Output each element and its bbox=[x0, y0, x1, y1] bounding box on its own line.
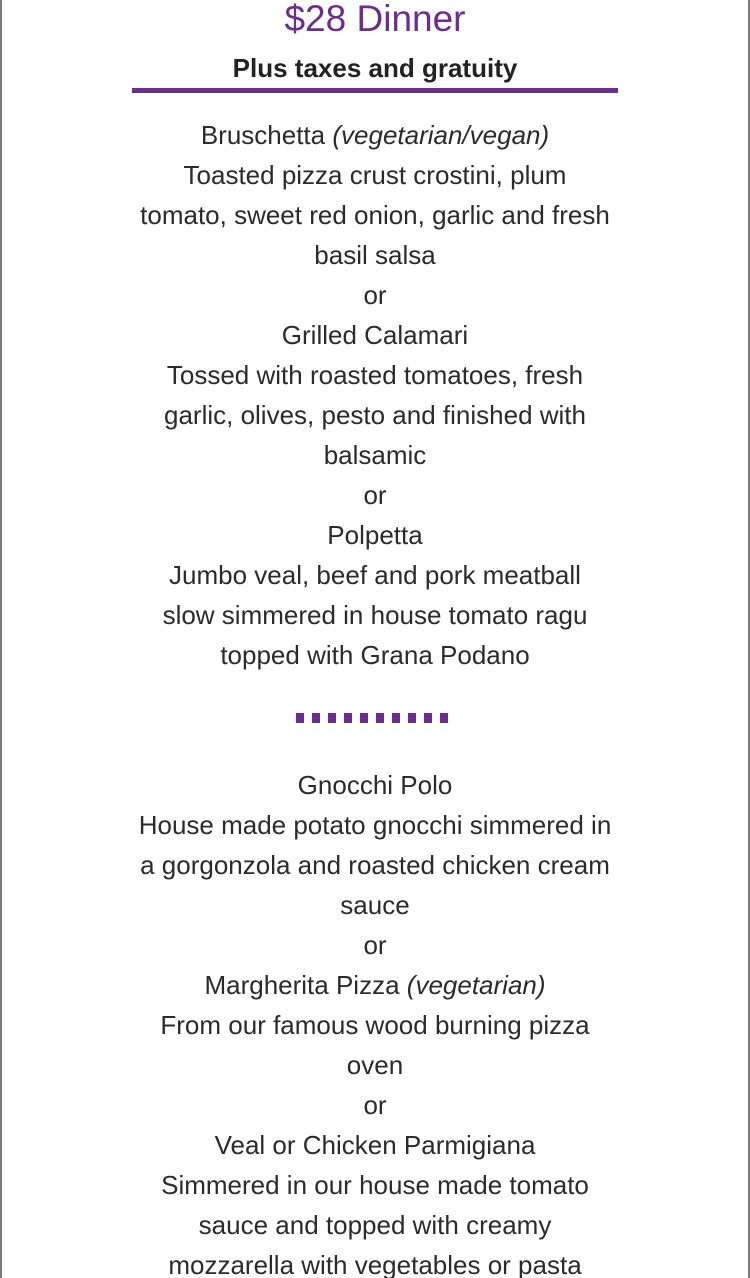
menu-subtitle: Plus taxes and gratuity bbox=[232, 53, 518, 83]
item-title: Veal or Chicken Parmigiana bbox=[214, 1130, 536, 1160]
menu-item-name bbox=[0, 1125, 750, 1165]
menu-item-description: Jumbo veal, beef and pork meatball slow simmered in house tomato ragu topped with Grana Podano bbox=[162, 560, 588, 670]
menu-item-description: Tossed with roasted tomatoes, fresh garlic, olives, pesto and finished with balsamic bbox=[163, 360, 586, 470]
or-separator: or bbox=[363, 480, 387, 510]
menu-title: $28 Dinner bbox=[284, 0, 466, 39]
or-separator: or bbox=[363, 1090, 387, 1120]
main-course-section bbox=[0, 765, 750, 1278]
dietary-note: (vegetarian/vegan) bbox=[332, 120, 550, 150]
menu-item-description: Toasted pizza crust crostini, plum tomato, sweet red onion, garlic and fresh basil salsa bbox=[140, 160, 610, 270]
item-title: Gnocchi Polo bbox=[297, 770, 453, 800]
appetizer-section bbox=[0, 115, 750, 675]
item-title: Polpetta bbox=[327, 520, 423, 550]
item-title: Margherita Pizza bbox=[204, 970, 400, 1000]
menu-item-name bbox=[0, 115, 750, 155]
or-separator: or bbox=[363, 280, 387, 310]
or-separator: or bbox=[363, 930, 387, 960]
menu-item-description: Simmered in our house made tomato sauce and topped with creamy mozzarella with vegetables or pasta bbox=[161, 1170, 589, 1278]
menu-item-description: From our famous wood burning pizza oven bbox=[160, 1010, 590, 1080]
menu-item-name bbox=[0, 515, 750, 555]
menu-item-name bbox=[0, 315, 750, 355]
menu-item-name bbox=[0, 965, 750, 1005]
menu-item-name bbox=[0, 765, 750, 805]
menu-item-description: House made potato gnocchi simmered in a gorgonzola and roasted chicken cream sauce bbox=[138, 810, 612, 920]
dietary-note: (vegetarian) bbox=[406, 970, 546, 1000]
title-divider bbox=[132, 88, 618, 93]
item-title: Grilled Calamari bbox=[281, 320, 469, 350]
section-divider bbox=[296, 713, 456, 723]
item-title: Bruschetta bbox=[200, 120, 326, 150]
